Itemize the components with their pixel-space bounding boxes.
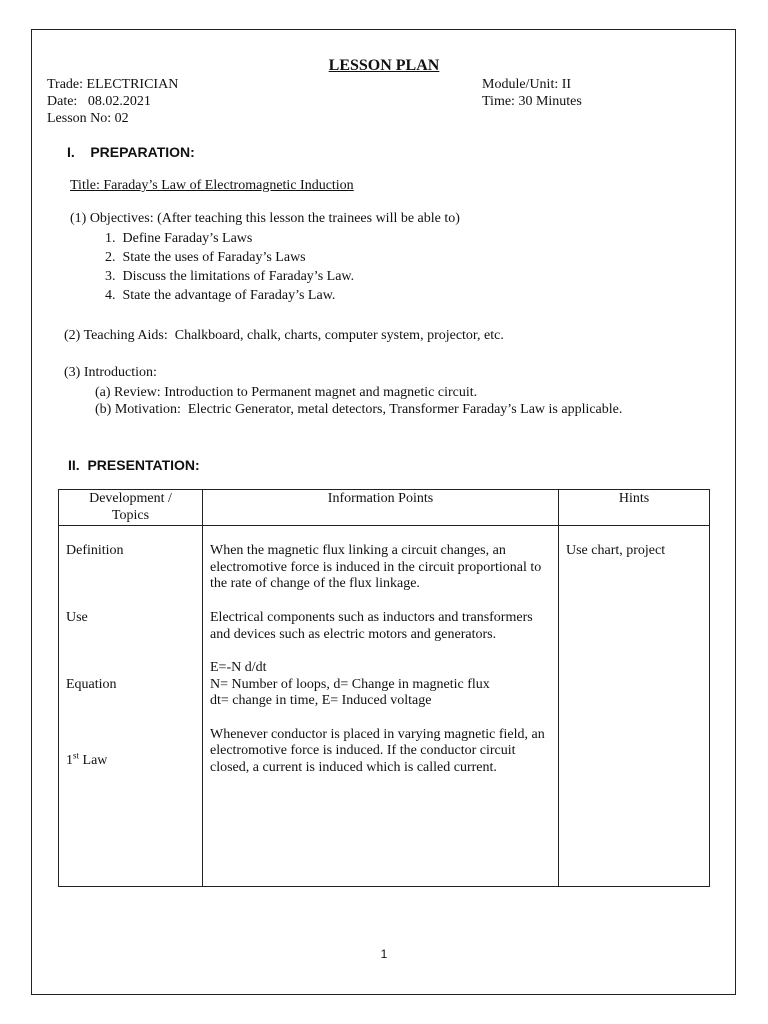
presentation-heading: II. PRESENTATION: [68, 457, 200, 473]
objectives-intro: (1) Objectives: (After teaching this lesson the trainees will be able to) [70, 211, 460, 226]
law-number: 1 [66, 753, 73, 769]
page-number: 1 [380, 947, 388, 961]
introduction-motivation: (b) Motivation: Electric Generator, metal detectors, Transformer Faraday’s Law is applicable. [95, 402, 623, 417]
law-word: Law [79, 753, 108, 769]
topic-use: Use [66, 609, 88, 625]
information-cell [203, 526, 559, 887]
info-equation-variables: N= Number of loops, d= Change in magnetic flux [210, 676, 490, 692]
introduction-review: (a) Review: Introduction to Permanent magnet and magnetic circuit. [95, 385, 478, 400]
trade-label: Trade: ELECTRICIAN [47, 77, 179, 92]
info-use: Electrical components such as inductors and transformers and devices such as electric motors and generators. [210, 609, 533, 642]
objective-item: 1. Define Faraday’s Laws [105, 231, 253, 246]
lesson-title: Title: Faraday’s Law of Electromagnetic Induction [70, 178, 354, 193]
document-title: LESSON PLAN [328, 57, 440, 74]
teaching-aids: (2) Teaching Aids: Chalkboard, chalk, charts, computer system, projector, etc. [64, 328, 504, 343]
column-header-topics [59, 490, 203, 526]
info-definition: When the magnetic flux linking a circuit changes, an electromotive force is induced in the circuit proportional to the rate of change of the flux linkage. [210, 543, 542, 592]
table-row [59, 526, 710, 887]
introduction-label: (3) Introduction: [64, 365, 157, 380]
column-header-information: Information Points [203, 490, 559, 526]
objective-item: 2. State the uses of Faraday’s Laws [105, 250, 306, 265]
module-label: Module/Unit: II [482, 77, 572, 92]
topic-equation: Equation [66, 677, 117, 693]
lesson-number: Lesson No: 02 [47, 111, 129, 126]
topics-header-line: Topics [111, 507, 150, 523]
info-equation: E=-N d/dt [210, 659, 267, 675]
time-label: Time: 30 Minutes [482, 94, 582, 109]
preparation-heading: I. PREPARATION: [67, 144, 195, 160]
hint-definition: Use chart, project [566, 543, 666, 558]
objective-item: 4. State the advantage of Faraday’s Law. [105, 288, 336, 303]
topics-cell [59, 526, 203, 887]
info-first-law: Whenever conductor is placed in varying magnetic field, an electromotive force is induced. If the conductor circuit closed, a current is induced which is called current. [210, 726, 545, 776]
presentation-table [58, 489, 710, 887]
topic-definition: Definition [66, 543, 124, 558]
hints-cell [559, 526, 710, 887]
topic-first-law [66, 750, 195, 770]
objective-item: 3. Discuss the limitations of Faraday’s Law. [105, 269, 355, 284]
law-ordinal-suffix: st [73, 750, 80, 761]
topics-header-line: Development / [89, 491, 172, 506]
table-header-row [59, 490, 710, 526]
info-equation-variables: dt= change in time, E= Induced voltage [210, 693, 432, 709]
date-label: Date: 08.02.2021 [47, 94, 151, 109]
column-header-hints: Hints [559, 490, 710, 526]
